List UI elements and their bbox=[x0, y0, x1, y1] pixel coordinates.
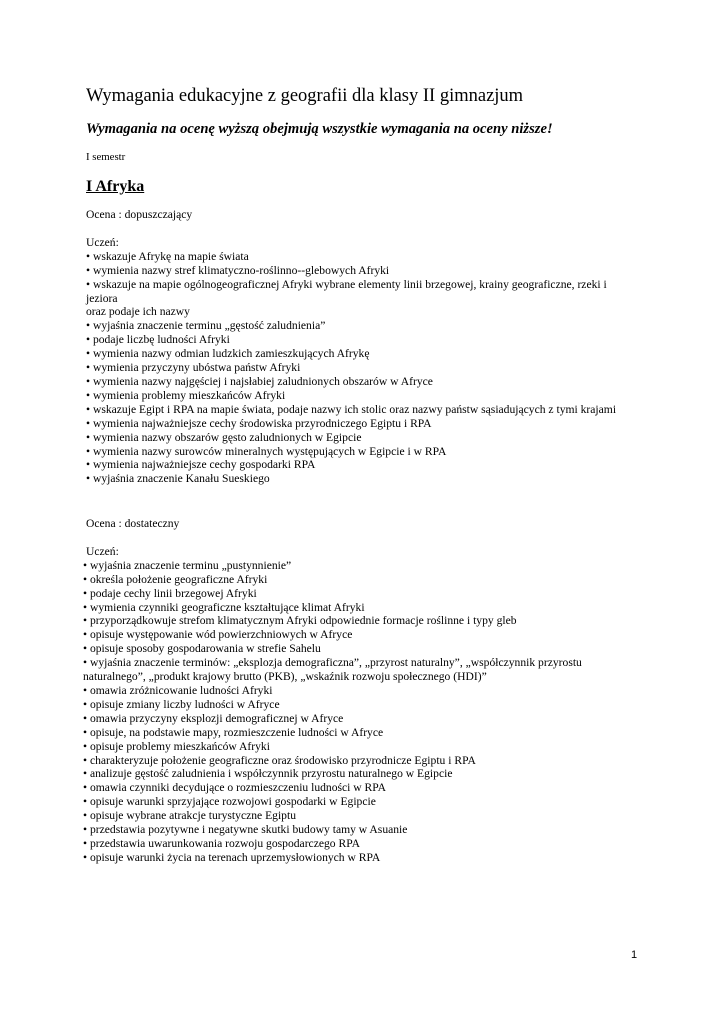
list-item: • wymienia nazwy najgęściej i najsłabiej zaludnionych obszarów w Afryce bbox=[86, 374, 433, 388]
list-item: • wyjaśnia znaczenie terminu „pustynnienie” bbox=[83, 558, 292, 572]
grade-section-dopuszczajacy bbox=[86, 208, 638, 486]
list-item: • analizuje gęstość zaludnienia i współczynnik przyrostu naturalnego w Egipcie bbox=[83, 767, 453, 781]
grade-label: Ocena : dopuszczający bbox=[86, 208, 193, 221]
page-number: 1 bbox=[631, 949, 638, 961]
list-item: • omawia czynniki decydujące o rozmieszczeniu ludności w RPA bbox=[83, 781, 387, 795]
list-item: • charakteryzuje położenie geograficzne oraz środowisko przyrodnicze Egiptu i RPA bbox=[83, 753, 476, 767]
requirements-list bbox=[86, 250, 638, 486]
list-item: • wymienia czynniki geograficzne kształtujące klimat Afryki bbox=[83, 600, 365, 614]
list-item: • opisuje sposoby gospodarowania w strefie Sahelu bbox=[83, 642, 321, 656]
list-item: • wskazuje Egipt i RPA na mapie świata, podaje nazwy ich stolic oraz nazwy państw sąsiadujących z tymi krajami bbox=[86, 402, 617, 416]
list-item: • określa położenie geograficzne Afryki bbox=[83, 572, 268, 586]
list-item: • podaje liczbę ludności Afryki bbox=[86, 333, 230, 347]
list-item: • wymienia najważniejsze cechy środowiska przyrodniczego Egiptu i RPA bbox=[86, 416, 432, 430]
list-item: • przedstawia uwarunkowania rozwoju gospodarczego RPA bbox=[83, 836, 360, 850]
list-item: • wymienia problemy mieszkańców Afryki bbox=[86, 388, 286, 402]
student-label: Uczeń: bbox=[86, 235, 119, 249]
list-item: • wyjaśnia znaczenie terminu „gęstość zaludnienia” bbox=[86, 319, 326, 333]
document-title: Wymagania edukacyjne z geografii dla klasy II gimnazjum bbox=[86, 86, 524, 106]
document-subtitle: Wymagania na ocenę wyższą obejmują wszystkie wymagania na oceny niższe! bbox=[86, 121, 553, 137]
list-item: • przyporządkowuje strefom klimatycznym Afryki odpowiednie formacje roślinne i typy gleb bbox=[83, 614, 517, 628]
list-item: • wymienia nazwy stref klimatyczno-roślinno--glebowych Afryki bbox=[86, 263, 390, 277]
list-item: • opisuje zmiany liczby ludności w Afryce bbox=[83, 697, 280, 711]
student-label: Uczeń: bbox=[86, 544, 119, 558]
list-item: • wymienia najważniejsze cechy gospodarki RPA bbox=[86, 458, 316, 472]
list-item: • opisuje występowanie wód powierzchniowych w Afryce bbox=[83, 628, 353, 642]
grade-label: Ocena : dostateczny bbox=[86, 517, 180, 530]
list-item: • przedstawia pozytywne i negatywne skutki budowy tamy w Asuanie bbox=[83, 823, 408, 837]
semester-label: I semestr bbox=[86, 151, 126, 163]
list-item: • opisuje warunki życia na terenach uprzemysłowionych w RPA bbox=[83, 850, 381, 864]
section-heading: I Afryka bbox=[86, 178, 145, 195]
list-item: oraz podaje ich nazwy bbox=[86, 305, 190, 319]
list-item: • opisuje wybrane atrakcje turystyczne Egiptu bbox=[83, 809, 296, 823]
list-item: • wyjaśnia znaczenie Kanału Sueskiego bbox=[86, 472, 270, 486]
list-item: • wymienia przyczyny ubóstwa państw Afryki bbox=[86, 361, 301, 375]
list-item: • wyjaśnia znaczenie terminów: „eksplozja demograficzna”, „przyrost naturalny”, „współczynnik przyrostu naturalnego”, „produkt krajowy brutto (PKB), „wskaźnik rozwoju społecznego (HDI)” bbox=[83, 656, 582, 684]
list-item: • omawia zróżnicowanie ludności Afryki bbox=[83, 683, 273, 697]
list-item: • wymienia nazwy odmian ludzkich zamieszkujących Afrykę bbox=[86, 347, 370, 361]
list-item: • omawia przyczyny eksplozji demograficznej w Afryce bbox=[83, 711, 344, 725]
list-item: • opisuje problemy mieszkańców Afryki bbox=[83, 739, 270, 753]
list-item: • wskazuje na mapie ogólnogeograficznej Afryki wybrane elementy linii brzegowej, krainy geograficzne, rzeki i jeziora bbox=[86, 277, 607, 305]
list-item: • wskazuje Afrykę na mapie świata bbox=[86, 249, 249, 263]
grade-section-dostateczny bbox=[83, 517, 638, 865]
list-item: • podaje cechy linii brzegowej Afryki bbox=[83, 586, 257, 600]
list-item: • wymienia nazwy surowców mineralnych występujących w Egipcie i w RPA bbox=[86, 444, 447, 458]
requirements-list bbox=[83, 559, 638, 865]
list-item: • opisuje warunki sprzyjające rozwojowi gospodarki w Egipcie bbox=[83, 795, 376, 809]
list-item: • opisuje, na podstawie mapy, rozmieszczenie ludności w Afryce bbox=[83, 725, 384, 739]
list-item: • wymienia nazwy obszarów gęsto zaludnionych w Egipcie bbox=[86, 430, 362, 444]
